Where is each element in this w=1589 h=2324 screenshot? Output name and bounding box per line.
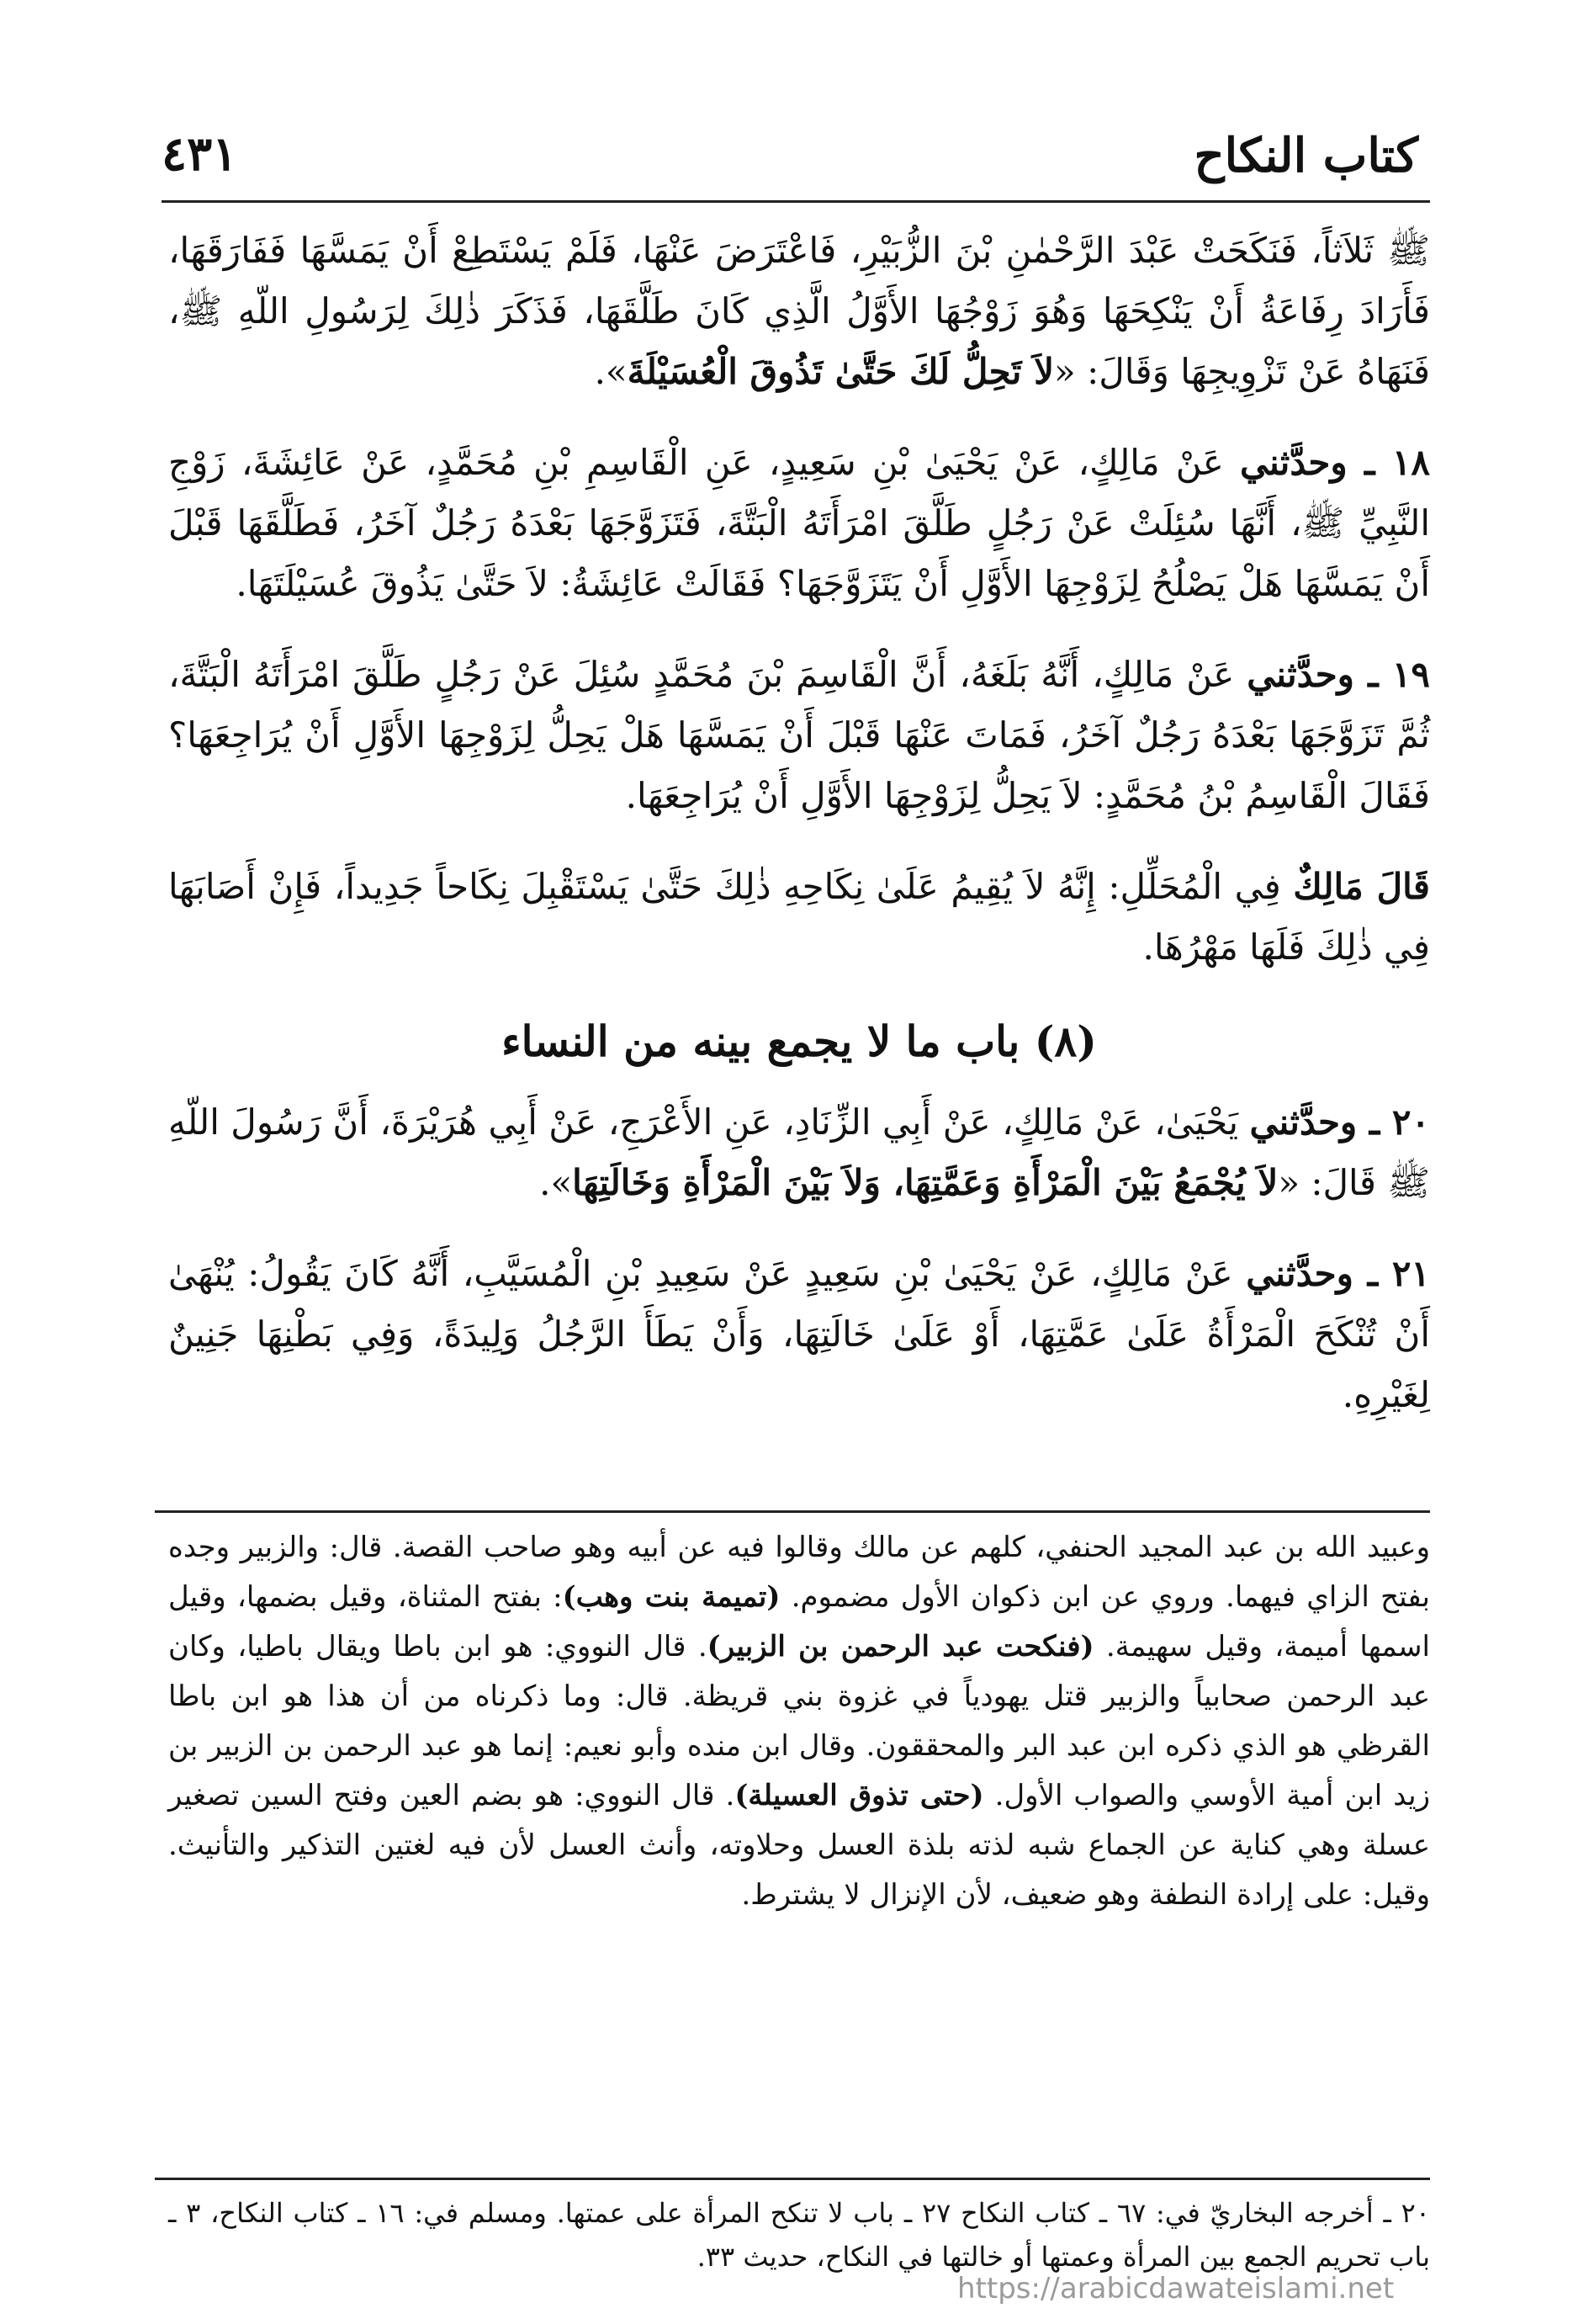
commentary-segment: . قال النووي: هو ابن باطا ويقال باطيا، وكان عبد الرحمن صحابياً والزبير قتل يهودياً في غزوة بني قريظة. قال: وما ذكرناه من أن هذا هو ابن باطا القرظي هو الذي ذكره ابن عبد البر والمحققون. وقال ابن منده وأبو نعيم: إنما هو عبد الرحمن بن الزبير بن زيد ابن أمية الأوسي والصواب الأول. <box>168 1630 1430 1812</box>
paragraph-text: فِي الْمُحَلِّلِ: إِنَّهُ لاَ يُقِيمُ عَلَىٰ نِكَاحِهِ ذٰلِكَ حَتَّىٰ يَسْتَقْبِلَ نِكَاحاً جَدِيداً، فَإِنْ أَصَابَهَا فِي ذٰلِكَ فَلَهَا مَهْرُهَا. <box>168 866 1430 968</box>
hadith-number: ٢١ ـ وحدَّثني <box>1246 1253 1430 1294</box>
commentary-term: (تميمة بنت وهب) <box>562 1580 781 1614</box>
commentary-term: (حتى تذوق العسيلة) <box>734 1779 984 1812</box>
watermark-url: https://arabicdawateislami.net <box>957 2272 1395 2305</box>
footnote-20: ٢٠ ـ أخرجه البخاريّ في: ٦٧ ـ كتاب النكاح ٢٧ ـ باب لا تنكح المرأة على عمتها. ومسلم في: ١٦ ـ كتاب النكاح، ٣ ـ باب تحريم الجمع بين المرأة وعمتها أو خالتها في النكاح، حديث ٣٣. <box>168 2197 1431 2273</box>
commentary-term: (فنكحت عبد الرحمن بن الزبير) <box>707 1630 1094 1663</box>
page-number: ٤٣١ <box>162 126 238 182</box>
commentary-rule <box>155 1510 1430 1513</box>
commentary-segment: وعبيد الله بن عبد المجيد الحنفي، كلهم عن مالك وقالوا فيه عن أبيه وهو صاحب القصة. قال: والزبير وجده بفتح الزاي فيهما. وروي عن ابن ذكوان الأول مضموم. <box>168 1531 1430 1614</box>
hadith-number: ١٨ ـ وحدَّثني <box>1240 442 1430 483</box>
commentary-segment: : بفتح المثناة، وقيل بضمها، وقيل اسمها أميمة، وقيل سهيمة. <box>168 1580 1430 1663</box>
hadith-number: ٢٠ ـ وحدَّثني <box>1249 1101 1430 1143</box>
prophetic-quote: لاَ تَحِلُّ لَكَ حَتَّىٰ تَذُوقَ الْعُسَيْلَةَ <box>627 351 1055 392</box>
commentary-segment: . قال النووي: هو بضم العين وفتح السين تصغير عسلة وهي كناية عن الجماع شبه لذته بلذة العسل وحلاوته، وأنث العسل لأن فيه لغتين التذكير والتأنيث. وقيل: على إرادة النطفة وهو ضعيف، لأن الإنزال لا يشترط. <box>168 1779 1430 1912</box>
hadith-paragraph-continued <box>168 220 1430 402</box>
main-text <box>168 220 1430 1456</box>
hadith-paragraph-19 <box>168 645 1430 826</box>
footnotes <box>168 2191 1430 2279</box>
section-heading: (٨) باب ما لا يجمع بينه من النساء <box>501 1016 1097 1066</box>
malik-statement <box>168 857 1430 978</box>
header-rule <box>162 200 1430 203</box>
hadith-paragraph-18 <box>168 432 1430 614</box>
quote-close: ». <box>539 1162 573 1203</box>
statement-lead: قَالَ مَالِكٌ <box>1293 866 1431 907</box>
running-header-title: كتاب النكاح <box>1194 128 1418 183</box>
paragraph-text: عَنْ مَالِكٍ، عَنْ يَحْيَىٰ بْنِ سَعِيدٍ عَنْ سَعِيدِ بْنِ الْمُسَيَّبِ، أَنَّهُ كَانَ يَقُولُ: يُنْهَىٰ أَنْ تُنْكَحَ الْمَرْأَةُ عَلَىٰ عَمَّتِهَا، أَوْ عَلَىٰ خَالَتِهَا، وَأَنْ يَطَأَ الرَّجُلُ وَلِيدَةً، وَفِي بَطْنِهَا جَنِينٌ لِغَيْرِهِ. <box>168 1253 1430 1415</box>
hadith-number: ١٩ ـ وحدَّثني <box>1247 654 1430 695</box>
paragraph-text: عَنْ مَالِكٍ، عَنْ يَحْيَىٰ بْنِ سَعِيدٍ، عَنِ الْقَاسِمِ بْنِ مُحَمَّدٍ، عَنْ عَائِشَةَ، زَوْجِ النَّبِيِّ ﷺ، أَنَّهَا سُئِلَتْ عَنْ رَجُلٍ طَلَّقَ امْرَأَتَهُ الْبَتَّةَ، فَتَزَوَّجَهَا بَعْدَهُ رَجُلٌ آخَرُ، فَطَلَّقَهَا قَبْلَ أَنْ يَمَسَّهَا هَلْ يَصْلُحُ لِزَوْجِهَا الأَوَّلِ أَنْ يَتَزَوَّجَهَا؟ فَقَالَتْ عَائِشَةُ: لاَ حَتَّىٰ يَذُوقَ عُسَيْلَتَهَا. <box>168 442 1430 604</box>
quote-close: ». <box>594 351 628 392</box>
footnote-rule <box>155 2178 1430 2180</box>
paragraph-text: يَحْيَىٰ، عَنْ مَالِكٍ، عَنْ أَبِي الزِّنَادِ، عَنِ الأَعْرَجِ، عَنْ أَبِي هُرَيْرَةَ، أَنَّ رَسُولَ اللّهِ ﷺ قَالَ: « <box>168 1101 1430 1203</box>
paragraph-text: ﷺ ثَلاَثاً، فَنَكَحَتْ عَبْدَ الرَّحْمٰنِ بْنَ الزُّبَيْرِ، فَاعْتَرَضَ عَنْهَا، فَلَمْ يَسْتَطِعْ أَنْ يَمَسَّهَا فَفَارَقَهَا، فَأَرَادَ رِفَاعَةُ أَنْ يَنْكِحَهَا وَهُوَ زَوْجُهَا الأَوَّلُ الَّذِي كَانَ طَلَّقَهَا، فَذَكَرَ ذٰلِكَ لِرَسُولِ اللّهِ ﷺ، فَنَهَاهُ عَنْ تَزْوِيجِهَا وَقَالَ: « <box>168 230 1430 392</box>
hadith-paragraph-20 <box>168 1092 1430 1213</box>
prophetic-quote: لاَ يُجْمَعُ بَيْنَ الْمَرْأَةِ وَعَمَّتِهَا، وَلاَ بَيْنَ الْمَرْأَةِ وَخَالَتِهَا <box>572 1162 1279 1203</box>
paragraph-text: عَنْ مَالِكٍ، أَنَّهُ بَلَغَهُ، أَنَّ الْقَاسِمَ بْنَ مُحَمَّدٍ سُئِلَ عَنْ رَجُلٍ طَلَّقَ امْرَأَتَهُ الْبَتَّةَ، ثُمَّ تَزَوَّجَهَا بَعْدَهُ رَجُلٌ آخَرُ، فَمَاتَ عَنْهَا قَبْلَ أَنْ يَمَسَّهَا هَلْ يَحِلُّ لِزَوْجِهَا الأَوَّلِ أَنْ يُرَاجِعَهَا؟ فَقَالَ الْقَاسِمُ بْنُ مُحَمَّدٍ: لاَ يَحِلُّ لِزَوْجِهَا الأَوَّلِ أَنْ يُرَاجِعَهَا. <box>168 654 1430 816</box>
commentary-text <box>168 1523 1430 1920</box>
commentary <box>168 1523 1430 1920</box>
hadith-paragraph-21 <box>168 1244 1430 1425</box>
